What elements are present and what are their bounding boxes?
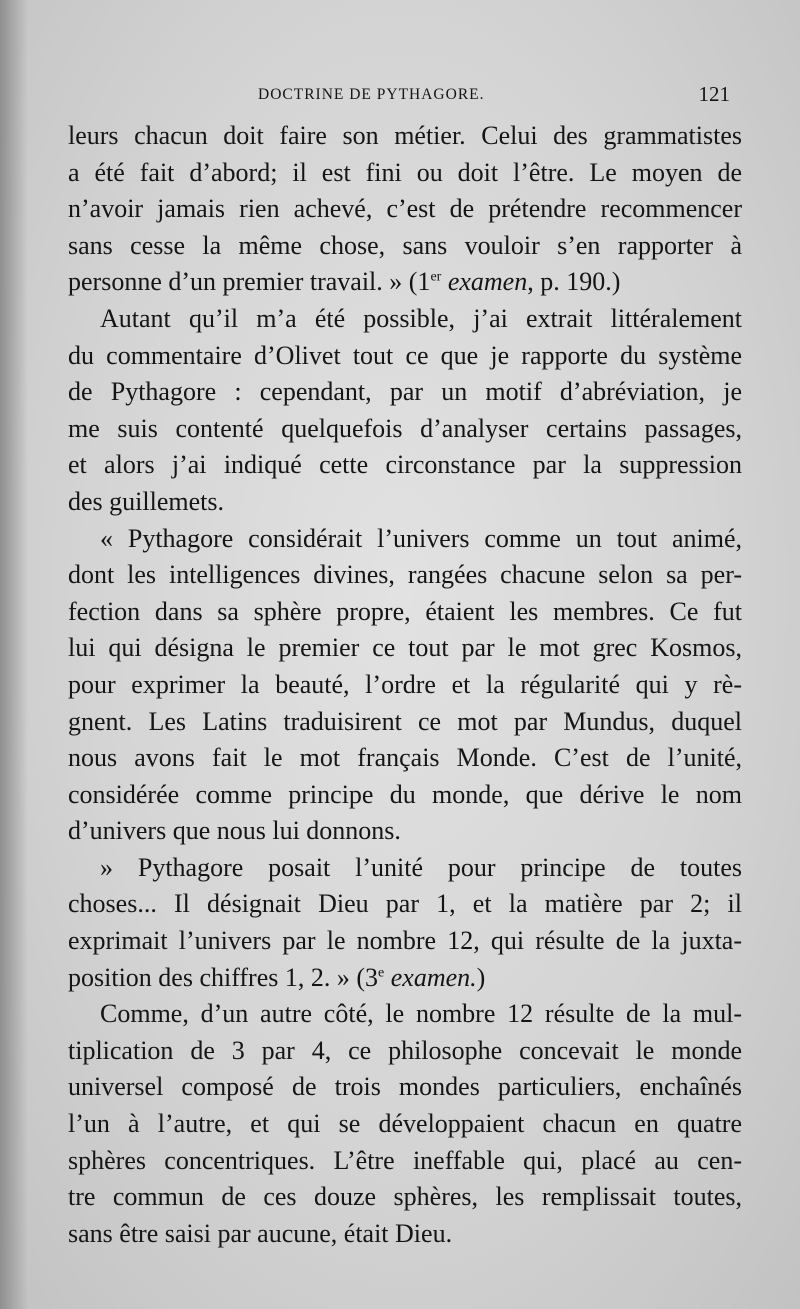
- text-line: a été fait d’abord; il est fini ou doit l’être. Le moyen de: [68, 157, 742, 187]
- text-line: leurs chacun doit faire son métier. Celui des grammatistes: [68, 121, 742, 150]
- text-line: dont les intelligences divines, rangées chacune selon sa per-: [68, 560, 742, 590]
- text-line: gnent. Les Latins traduisirent ce mot par Mundus, duquel: [68, 706, 742, 736]
- text-line: sans cesse la même chose, sans vouloir s’en rapporter à: [68, 230, 742, 260]
- text-line: me suis contenté quelquefois d’analyser certains passages,: [68, 413, 742, 443]
- text-line: n’avoir jamais rien achevé, c’est de prétendre recommencer: [68, 194, 742, 224]
- paragraph-4: [68, 850, 742, 996]
- text-line: des guillemets.: [68, 486, 224, 516]
- running-title: DOCTRINE DE PYTHAGORE.: [258, 86, 485, 103]
- text-line: sphères concentriques. L’être ineffable qui, placé au cen-: [68, 1145, 742, 1175]
- text-line: pour exprimer la beauté, l’ordre et la régularité qui y rè-: [68, 669, 742, 699]
- text-line: » Pythagore posait l’unité pour principe de toutes: [100, 852, 742, 882]
- text-line: fection dans sa sphère propre, étaient les membres. Ce fut: [68, 596, 742, 626]
- text-line: sans être saisi par aucune, était Dieu.: [68, 1218, 453, 1248]
- text-line: exprimait l’univers par le nombre 12, qui résulte de la juxta-: [68, 926, 742, 956]
- text-line: choses... Il désignait Dieu par 1, et la matière par 2; il: [68, 889, 742, 919]
- text-line: de Pythagore : cependant, par un motif d’abréviation, je: [68, 377, 742, 407]
- paragraph-5: [68, 996, 742, 1252]
- body-text: [68, 118, 742, 1252]
- text-line: « Pythagore considérait l’univers comme un tout animé,: [100, 523, 742, 553]
- text-line: tre commun de ces douze sphères, les remplissait toutes,: [68, 1182, 742, 1212]
- text-line: du commentaire d’Olivet tout ce que je rapporte du système: [68, 340, 742, 370]
- text-line: d’univers que nous lui donnons.: [68, 816, 401, 846]
- text-line: Autant qu’il m’a été possible, j’ai extrait littéralement: [100, 303, 742, 333]
- gutter-shadow: [0, 0, 28, 1309]
- text-line: Comme, d’un autre côté, le nombre 12 résulte de la mul-: [100, 999, 742, 1029]
- paragraph-3: [68, 521, 742, 850]
- text-line: considérée comme principe du monde, que dérive le nom: [68, 779, 742, 809]
- text-line: tiplication de 3 par 4, ce philosophe concevait le monde: [68, 1035, 742, 1065]
- text-line: personne d’un premier travail. » (1er examen, p. 190.): [68, 267, 621, 297]
- text-line: universel composé de trois mondes particuliers, enchaînés: [68, 1072, 742, 1102]
- text-line: nous avons fait le mot français Monde. C’est de l’unité,: [68, 743, 742, 773]
- text-line: et alors j’ai indiqué cette circonstance par la suppression: [68, 450, 742, 480]
- text-line: l’un à l’autre, et qui se développaient chacun en quatre: [68, 1109, 742, 1139]
- text-line: lui qui désigna le premier ce tout par le mot grec Kosmos,: [68, 633, 742, 663]
- paragraph-2: [68, 301, 742, 521]
- text-line: position des chiffres 1, 2. » (3e examen.): [68, 962, 486, 992]
- page-number: 121: [698, 82, 730, 106]
- paragraph-1: [68, 118, 742, 301]
